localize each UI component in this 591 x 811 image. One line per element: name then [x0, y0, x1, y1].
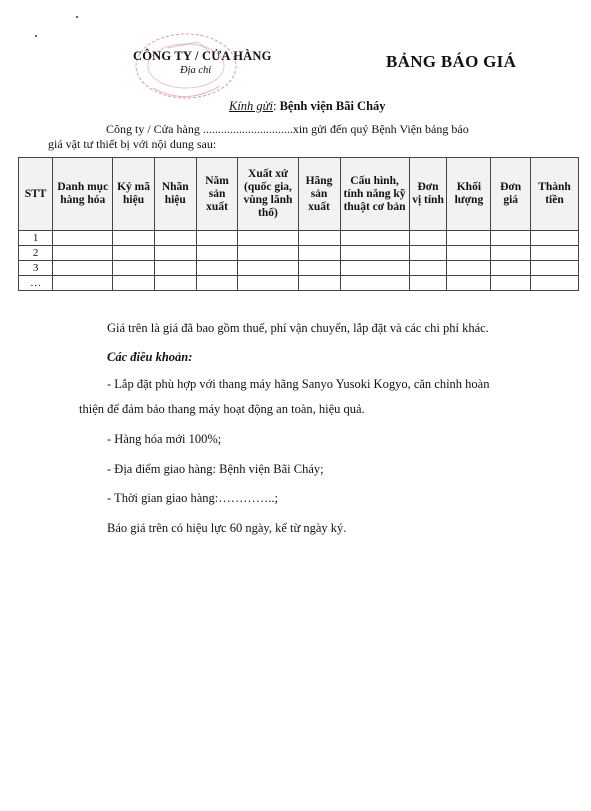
- table-cell: [196, 276, 238, 291]
- term-install: - Lắp đặt phù hợp với thang máy hãng Sanyo Yusoki Kogyo, căn chỉnh hoàn: [107, 377, 490, 391]
- table-cell: [409, 231, 447, 246]
- table-cell: [53, 261, 113, 276]
- table-cell: [409, 276, 447, 291]
- table-cell: [340, 246, 409, 261]
- table-cell: [340, 261, 409, 276]
- table-cell: [196, 246, 238, 261]
- table-cell: [447, 246, 491, 261]
- table-cell: [447, 276, 491, 291]
- table-cell: [447, 231, 491, 246]
- table-cell: [238, 246, 298, 261]
- col-header-unit-price: Đơn giá: [491, 158, 531, 231]
- table-cell: [113, 231, 154, 246]
- col-header-quantity: Khối lượng: [447, 158, 491, 231]
- table-cell: [298, 231, 340, 246]
- table-cell: [491, 231, 531, 246]
- col-header-origin: Xuất xứ (quốc gia, vùng lãnh thổ): [238, 158, 298, 231]
- col-header-manufacturer: Hãng sản xuất: [298, 158, 340, 231]
- document-title: BẢNG BÁO GIÁ: [386, 52, 517, 71]
- table-cell: [238, 231, 298, 246]
- scan-speck: [76, 16, 78, 18]
- table-cell: [491, 276, 531, 291]
- table-row: [19, 261, 579, 276]
- table-cell: [340, 231, 409, 246]
- col-header-brand: Nhãn hiệu: [154, 158, 196, 231]
- price-note: Giá trên là giá đã bao gồm thuế, phí vận chuyển, lắp đặt và các chi phí khác.: [107, 321, 489, 335]
- table-cell: [154, 231, 196, 246]
- table-cell: [491, 261, 531, 276]
- table-cell: [530, 276, 578, 291]
- term-new-goods: - Hàng hóa mới 100%;: [107, 432, 222, 446]
- company-name: CÔNG TY / CỬA HÀNG: [133, 49, 272, 63]
- table-cell: [53, 231, 113, 246]
- quotation-table: [18, 157, 579, 291]
- col-header-specs: Cấu hình, tính năng kỹ thuật cơ bản: [340, 158, 409, 231]
- greeting-label: Kính gửi: [229, 99, 273, 113]
- table-cell: [238, 261, 298, 276]
- table-cell: [113, 246, 154, 261]
- row-number: …: [19, 276, 53, 291]
- scan-speck: [35, 35, 37, 37]
- table-cell: [409, 246, 447, 261]
- table-cell: [530, 261, 578, 276]
- term-delivery-place: - Địa điểm giao hàng: Bệnh viện Bãi Cháy;: [107, 462, 324, 476]
- term-install-continued: thiện để đảm bảo thang máy hoạt động an toàn, hiệu quả.: [79, 402, 365, 416]
- col-header-year: Năm sản xuất: [196, 158, 238, 231]
- greeting-line: Kính gửi: Bệnh viện Bãi Cháy: [229, 99, 386, 113]
- table-cell: [154, 276, 196, 291]
- table-cell: [491, 246, 531, 261]
- intro-paragraph: [48, 122, 558, 152]
- row-number: 2: [19, 246, 53, 261]
- table-cell: [238, 276, 298, 291]
- row-number: 3: [19, 261, 53, 276]
- col-header-code: Ký mã hiệu: [113, 158, 154, 231]
- table-cell: [154, 246, 196, 261]
- table-cell: [340, 276, 409, 291]
- table-cell: [298, 261, 340, 276]
- intro-line-2: giá vật tư thiết bị với nội dung sau:: [48, 137, 217, 151]
- col-header-unit: Đơn vị tính: [409, 158, 447, 231]
- col-header-total: Thành tiền: [530, 158, 578, 231]
- table-cell: [409, 261, 447, 276]
- table-cell: [154, 261, 196, 276]
- table-cell: [196, 231, 238, 246]
- table-cell: [113, 261, 154, 276]
- table-cell: [298, 246, 340, 261]
- terms-heading: Các điều khoản:: [107, 350, 193, 364]
- term-delivery-time: - Thời gian giao hàng:…………..;: [107, 491, 278, 505]
- table-cell: [113, 276, 154, 291]
- table-row: [19, 246, 579, 261]
- table-row: [19, 276, 579, 291]
- table-cell: [530, 231, 578, 246]
- company-address: Địa chỉ: [180, 65, 212, 76]
- table-cell: [447, 261, 491, 276]
- table-cell: [53, 246, 113, 261]
- greeting-recipient: Bệnh viện Bãi Cháy: [279, 99, 386, 113]
- table-row: [19, 231, 579, 246]
- col-header-item: Danh mục hàng hóa: [53, 158, 113, 231]
- table-cell: [298, 276, 340, 291]
- validity-note: Báo giá trên có hiệu lực 60 ngày, kể từ ngày ký.: [107, 521, 347, 535]
- table-cell: [53, 276, 113, 291]
- table-cell: [196, 261, 238, 276]
- table-header-row: [19, 158, 579, 231]
- intro-line-1: Công ty / Cửa hàng ..............................xin gửi đến quý Bệnh Viện bảng báo: [106, 122, 469, 136]
- row-number: 1: [19, 231, 53, 246]
- col-header-stt: STT: [19, 158, 53, 231]
- table-cell: [530, 246, 578, 261]
